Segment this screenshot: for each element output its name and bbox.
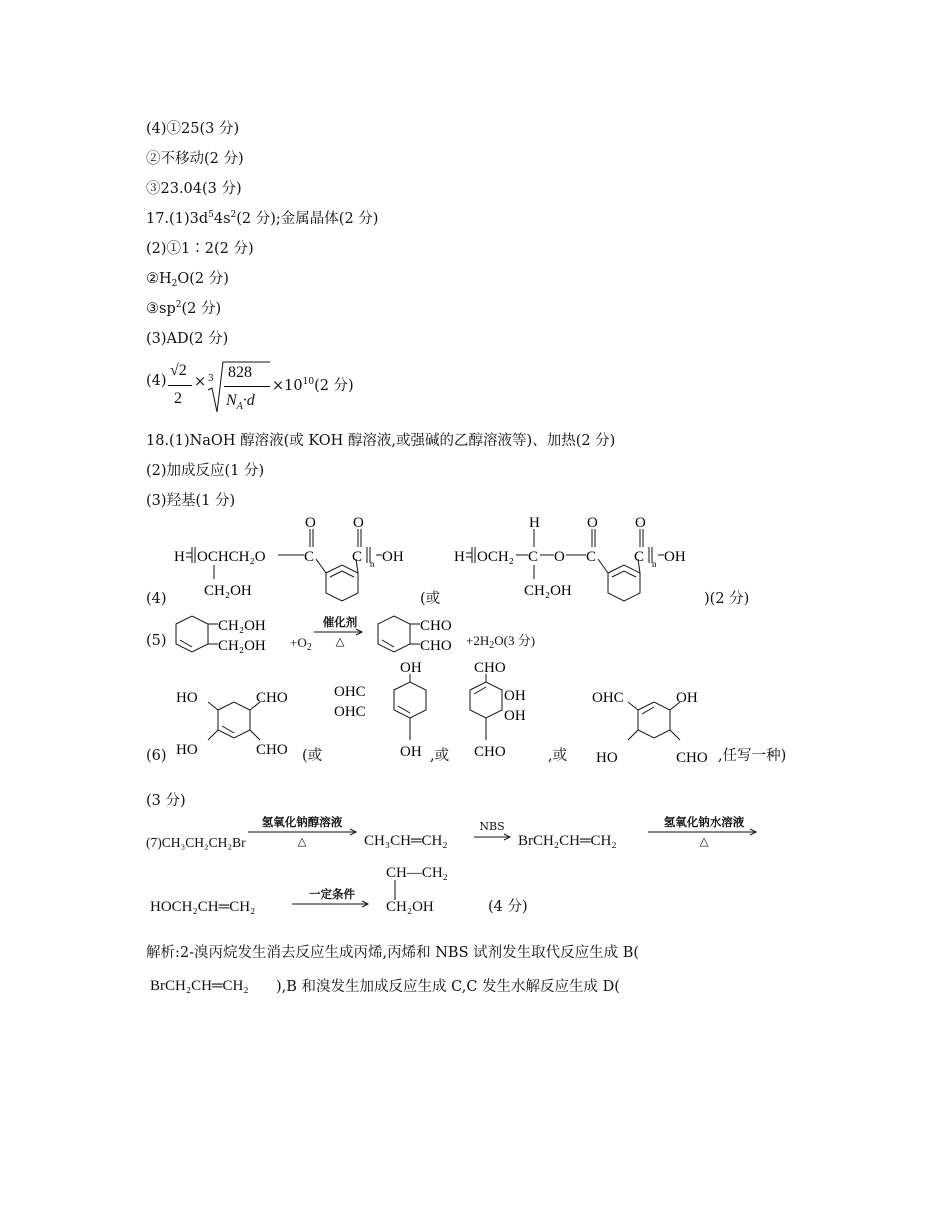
answer-16-4-2: ②不移动(2 分): [146, 151, 244, 167]
allyl-alcohol: HOCH₂CH═CH₂: [150, 899, 256, 915]
plus-water: [466, 632, 535, 650]
answer-18-5-label: (5): [146, 633, 167, 649]
svg-text:C: C: [352, 549, 363, 565]
polymer-structure-1: [170, 515, 430, 605]
arrow1-condition: △: [297, 834, 307, 848]
isomer-or-2: ,或: [430, 748, 450, 764]
svg-text:HO: HO: [176, 690, 198, 706]
svg-text:CHO: CHO: [420, 618, 452, 634]
answer-18-3: (3)羟基(1 分): [146, 493, 236, 509]
answer-18-4-or: (或: [420, 591, 441, 607]
fraction-denominator: 2: [174, 390, 182, 407]
reactant-diol: [170, 612, 290, 658]
answer-17-2-2: [146, 270, 229, 288]
answer-17-2-3: [146, 300, 221, 318]
svg-text:CH₂OH: CH₂OH: [218, 638, 266, 654]
svg-text:C: C: [586, 549, 597, 565]
propene: CH₃CH═CH₂: [364, 833, 448, 849]
svg-text:H: H: [454, 549, 465, 565]
arrow1-reagent: 氢氧化钠醇溶液: [261, 815, 343, 829]
isomer-1: [172, 680, 302, 770]
svg-text:CH₂OH: CH₂OH: [218, 618, 266, 634]
text: 17.(1)3d: [146, 211, 209, 227]
isomer-4: [592, 680, 722, 770]
text: ②H: [146, 271, 172, 287]
text: (2 分): [181, 301, 222, 317]
answer-16-4-1: (4)①25(3 分): [146, 121, 240, 137]
text: ·d: [242, 392, 255, 409]
isomer-or-3: ,或: [548, 748, 568, 764]
svg-text:CHO: CHO: [256, 742, 288, 758]
h-label: H: [174, 549, 185, 565]
answer-18-4-label: (4): [146, 591, 167, 607]
svg-text:OH: OH: [504, 708, 526, 724]
svg-text:O: O: [587, 515, 598, 531]
svg-text:C: C: [634, 549, 645, 565]
text: O(3 分): [494, 633, 536, 648]
svg-text:CHO: CHO: [420, 638, 452, 654]
explanation-line-1: 解析:2-溴丙烷发生消去反应生成丙烯,丙烯和 NBS 试剂发生取代反应生成 B(: [146, 945, 640, 961]
root-index: 3: [208, 374, 214, 384]
formula-17-4: [166, 360, 376, 416]
isomer-tail: ,任写一种): [718, 748, 787, 764]
text: O(2 分): [177, 271, 229, 287]
svg-text:CHO: CHO: [474, 660, 506, 676]
answer-18-2: (2)加成反应(1 分): [146, 463, 265, 479]
isomer-3: [462, 660, 562, 770]
svg-text:C: C: [304, 549, 315, 565]
text: ×10: [272, 378, 303, 394]
route-arrow-2: [474, 833, 514, 841]
catalyst-label: 催化剂: [322, 615, 358, 629]
formula-tail: [272, 373, 354, 395]
svg-text:HO: HO: [596, 750, 618, 766]
heat-label: △: [335, 634, 345, 648]
svg-text:OH: OH: [664, 549, 686, 565]
arrow4-condition: 一定条件: [309, 887, 355, 901]
answer-18-4-score: )(2 分): [704, 591, 750, 607]
svg-text:OH: OH: [382, 549, 404, 565]
svg-text:O: O: [554, 549, 565, 565]
superscript: 10: [302, 377, 315, 387]
svg-text:CHO: CHO: [256, 690, 288, 706]
explanation-formula: BrCH₂CH═CH₂: [150, 978, 249, 994]
svg-text:n: n: [370, 559, 375, 569]
svg-text:O: O: [635, 515, 646, 531]
svg-text:OCH₂: OCH₂: [477, 549, 514, 565]
subscript: 2: [171, 279, 178, 289]
answer-17-4-label: (4): [146, 373, 167, 389]
svg-text:CHO: CHO: [676, 750, 708, 766]
text: N: [226, 392, 237, 409]
radicand-bar: [224, 386, 270, 387]
answer-17-3: (3)AD(2 分): [146, 331, 229, 347]
text: (2 分): [314, 378, 354, 394]
radicand-numerator: 828: [228, 364, 252, 381]
svg-text:OH: OH: [504, 688, 526, 704]
fraction-bar: [168, 385, 192, 386]
svg-text:OH: OH: [400, 744, 422, 760]
fraction-numerator: √2: [170, 362, 187, 379]
svg-text:OHC: OHC: [334, 704, 366, 720]
ch2oh-label: CH₂OH: [204, 583, 252, 599]
radicand-denominator: [226, 392, 255, 416]
subscript: 2: [489, 640, 495, 651]
polymer-unit-top: CH—CH₂: [386, 865, 448, 881]
svg-text:HO: HO: [176, 742, 198, 758]
superscript: 2: [230, 210, 237, 220]
allyl-bromide: BrCH₂CH═CH₂: [518, 833, 617, 849]
svg-text:O: O: [305, 515, 316, 531]
ochch2o-label: OCHCH₂O: [197, 549, 266, 565]
text: ③sp: [146, 301, 176, 317]
polymer-unit-bottom: CH₂OH: [386, 899, 434, 915]
svg-text:O: O: [353, 515, 364, 531]
isomer-or-1: (或: [302, 748, 323, 764]
svg-text:OH: OH: [676, 690, 698, 706]
subscript: A: [236, 401, 243, 413]
plus-o2: [290, 634, 312, 652]
route-start: (7)CH₃CH₂CH₂Br: [146, 835, 246, 850]
text: +2H: [466, 633, 490, 648]
subscript: 2: [306, 642, 312, 653]
polymer-structure-2: [450, 515, 710, 605]
svg-text:H: H: [529, 515, 540, 531]
answer-17-2-1: (2)①1∶2(2 分): [146, 241, 254, 257]
answer-17-1: [146, 210, 378, 228]
explanation-line-2: ),B 和溴发生加成反应生成 C,C 发生水解反应生成 D(: [276, 979, 620, 995]
superscript: 2: [175, 300, 182, 310]
svg-text:C: C: [528, 549, 539, 565]
answer-18-6-label: (6): [146, 748, 167, 764]
route-arrow-4: [292, 900, 372, 908]
svg-text:OHC: OHC: [592, 690, 624, 706]
text: +O: [290, 635, 307, 650]
text: (2 分);金属晶体(2 分): [236, 211, 379, 227]
svg-text:CH₂OH: CH₂OH: [524, 583, 572, 599]
arrow3-reagent: 氢氧化钠水溶液: [663, 815, 745, 829]
times-sign: ×: [194, 374, 207, 390]
superscript: 5: [208, 210, 214, 220]
text: 4s: [213, 211, 231, 227]
svg-text:OHC: OHC: [334, 684, 366, 700]
answer-18-1: 18.(1)NaOH 醇溶液(或 KOH 醇溶液,或强碱的乙醇溶液等)、加热(2 分): [146, 433, 616, 449]
svg-text:CHO: CHO: [474, 744, 506, 760]
svg-text:n: n: [652, 559, 657, 569]
svg-text:OH: OH: [400, 660, 422, 676]
answer-18-6-score: (3 分): [146, 793, 186, 809]
arrow3-condition: △: [699, 834, 709, 848]
answer-16-4-3: ③23.04(3 分): [146, 181, 242, 197]
arrow2-reagent: NBS: [479, 820, 505, 833]
answer-18-7-score: (4 分): [488, 899, 528, 915]
